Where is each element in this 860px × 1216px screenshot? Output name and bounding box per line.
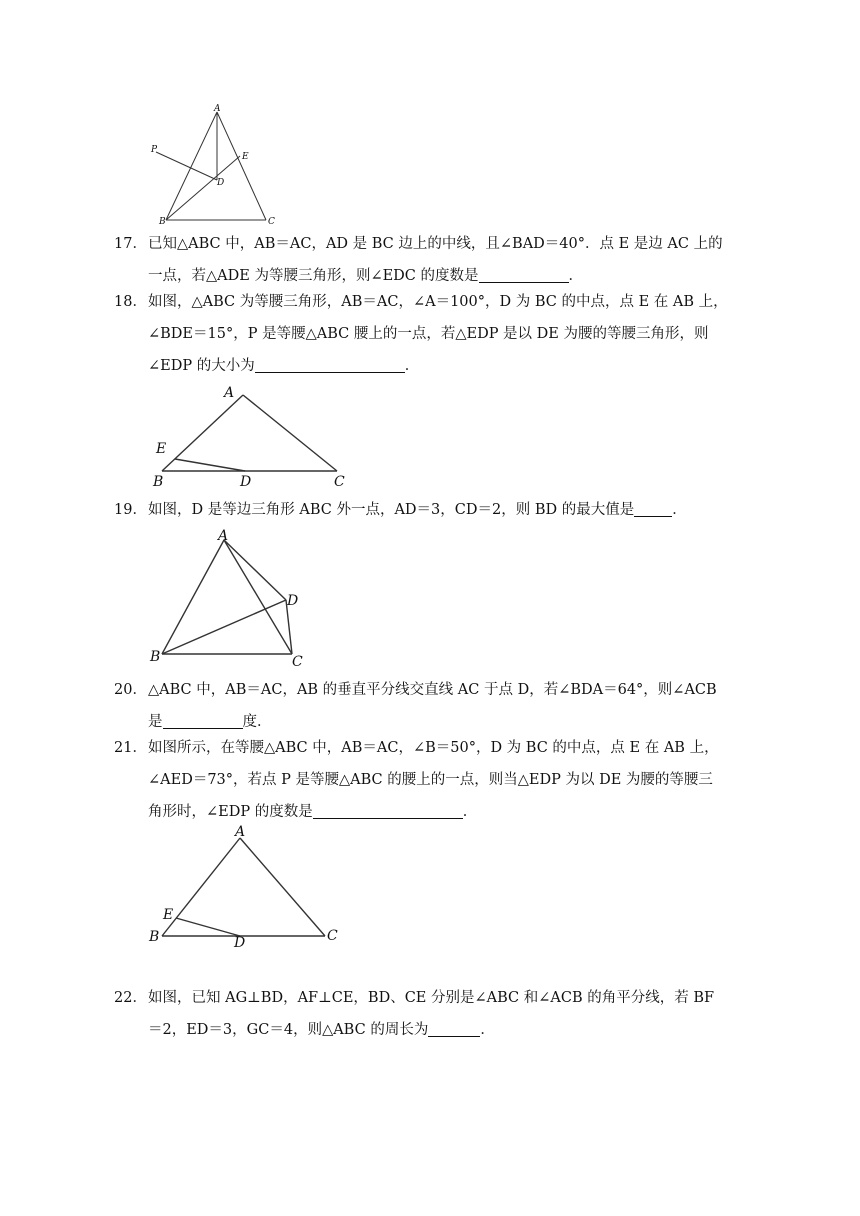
question-18 xyxy=(114,286,748,382)
answer-blank[interactable] xyxy=(634,500,672,517)
answer-blank[interactable] xyxy=(163,712,243,729)
label-C: C xyxy=(292,654,303,670)
label-C: C xyxy=(268,217,275,227)
question-17 xyxy=(114,228,748,292)
question-text: ∠BDE＝15°，P 是等腰△ABC 腰上的一点，若△EDP 是以 DE 为腰的等腰三角形，则 xyxy=(148,326,709,342)
answer-blank[interactable] xyxy=(313,802,463,819)
question-text: 度． xyxy=(242,714,272,730)
question-number: 18． xyxy=(114,294,147,310)
label-A: A xyxy=(224,385,235,401)
question-text: ∠EDP 的大小为 xyxy=(148,358,255,374)
label-E: E xyxy=(163,907,174,923)
label-E: E xyxy=(242,152,249,162)
label-D: D xyxy=(234,935,246,947)
question-number: 22． xyxy=(114,990,147,1006)
question-number: 20． xyxy=(114,682,147,698)
punctuation: ． xyxy=(568,268,584,284)
label-D: D xyxy=(217,178,225,188)
question-text: 一点，若△ADE 为等腰三角形，则∠EDC 的度数是 xyxy=(148,268,479,284)
question-21 xyxy=(114,732,748,828)
punctuation: ． xyxy=(462,804,478,820)
question-number: 21． xyxy=(114,740,147,756)
label-E: E xyxy=(156,441,167,457)
figure-21-triangle xyxy=(145,822,350,947)
question-19 xyxy=(114,494,748,526)
label-A: A xyxy=(218,528,229,544)
label-B: B xyxy=(159,217,166,227)
question-text: 如图所示，在等腰△ABC 中，AB＝AC，∠B＝50°，D 为 BC 的中点，点 E 在 AB 上， xyxy=(148,740,719,756)
punctuation: ． xyxy=(480,1022,495,1038)
label-A: A xyxy=(235,824,246,840)
question-text: 是 xyxy=(148,714,163,730)
label-C: C xyxy=(334,474,345,490)
answer-blank[interactable] xyxy=(479,266,569,283)
label-B: B xyxy=(150,649,161,665)
figure-18-triangle xyxy=(145,382,365,490)
label-D: D xyxy=(287,593,299,609)
question-20 xyxy=(114,674,748,738)
label-P: P xyxy=(151,145,158,155)
label-B: B xyxy=(149,929,160,945)
question-text: △ABC 中，AB＝AC，AB 的垂直平分线交直线 AC 于点 D，若∠BDA＝64°，则∠ACB xyxy=(148,682,717,698)
question-text: ∠AED＝73°，若点 P 是等腰△ABC 的腰上的一点，则当△EDP 为以 DE 为腰的等腰三 xyxy=(148,772,713,788)
figure-19-triangle xyxy=(145,528,315,670)
question-text: 如图，已知 AG⊥BD，AF⊥CE，BD、CE 分别是∠ABC 和∠ACB 的角平分线，若 BF xyxy=(148,990,715,1006)
label-B: B xyxy=(153,474,164,490)
label-D: D xyxy=(240,474,252,490)
label-A: A xyxy=(214,104,221,114)
figure-16-triangle xyxy=(140,100,290,230)
label-C: C xyxy=(327,928,338,944)
answer-blank[interactable] xyxy=(255,356,405,373)
question-text: 如图，D 是等边三角形 ABC 外一点，AD＝3，CD＝2，则 BD 的最大值是 xyxy=(148,502,635,518)
question-22 xyxy=(114,982,748,1046)
punctuation: ． xyxy=(404,358,420,374)
question-text: 如图，△ABC 为等腰三角形，AB＝AC，∠A＝100°，D 为 BC 的中点，点 E 在 AB 上， xyxy=(148,294,728,310)
question-text: 已知△ABC 中，AB＝AC，AD 是 BC 边上的中线，且∠BAD＝40°．点 E 是边 AC 上的 xyxy=(148,236,723,252)
question-number: 19． xyxy=(114,502,147,518)
question-text: 角形时，∠EDP 的度数是 xyxy=(148,804,313,820)
question-text: ＝2，ED＝3，GC＝4，则△ABC 的周长为 xyxy=(148,1022,429,1038)
question-number: 17． xyxy=(114,236,147,252)
answer-blank[interactable] xyxy=(428,1020,480,1037)
punctuation: ． xyxy=(672,502,687,518)
